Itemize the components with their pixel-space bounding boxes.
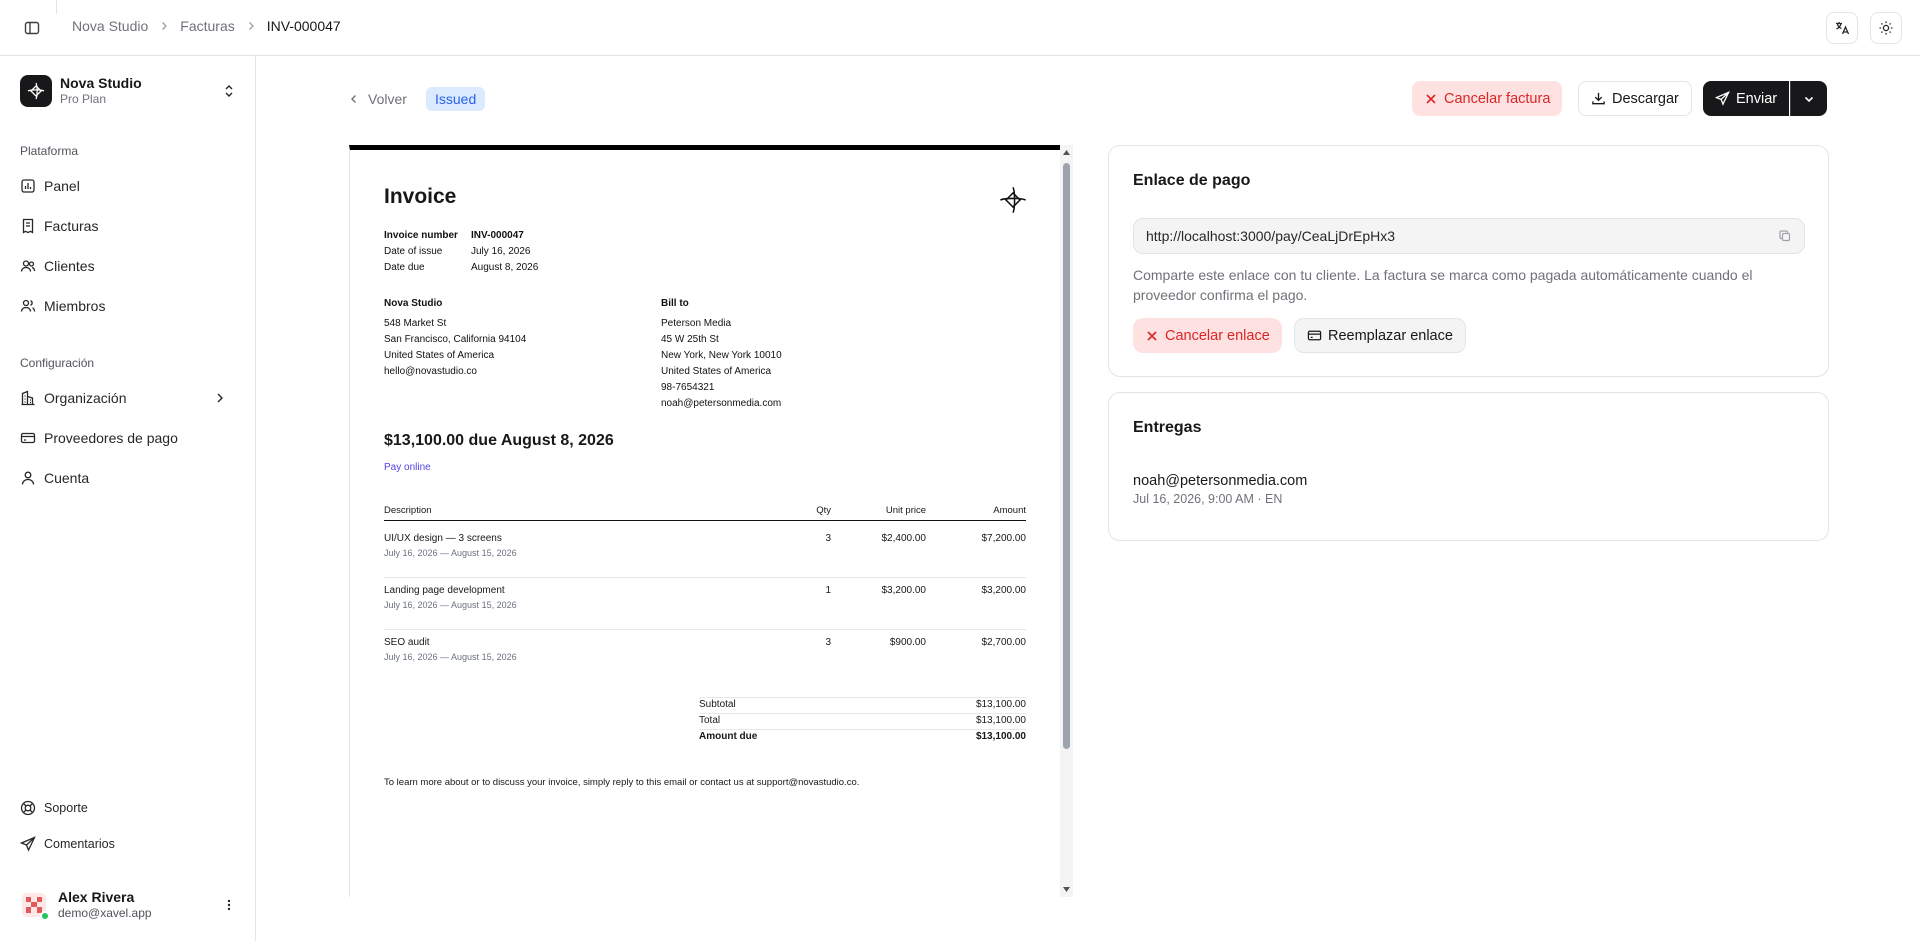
sidebar-item-proveedores-de-pago[interactable] — [12, 422, 244, 454]
more-vertical-icon[interactable] — [222, 898, 236, 912]
chevron-right-icon — [158, 20, 170, 32]
invoice-meta — [384, 228, 538, 276]
nav-group-platform: Plataforma — [20, 144, 79, 158]
item-amount: $7,200.00 — [981, 533, 1026, 544]
download-icon — [1591, 91, 1606, 106]
payment-link-url: http://localhost:3000/pay/CeaLjDrEpHx3 — [1146, 228, 1396, 244]
bill-to-name: Peterson Media — [661, 318, 732, 329]
sidebar-item-organizacion[interactable] — [12, 382, 244, 414]
item-unit-price: $3,200.00 — [881, 585, 926, 596]
bill-to-line: 45 W 25th St — [661, 334, 719, 345]
sidebar-item-label: Organización — [44, 390, 127, 406]
sender-line: United States of America — [384, 350, 495, 361]
nav-group-config: Configuración — [20, 356, 95, 370]
language-button[interactable] — [1826, 12, 1858, 44]
sidebar-item-label: Clientes — [44, 258, 95, 274]
sidebar-item-cuenta[interactable] — [12, 462, 244, 494]
org-name: Nova Studio — [60, 75, 142, 91]
chevron-left-icon — [348, 93, 360, 105]
payment-link-card — [1108, 145, 1829, 377]
subtotal-value: $13,100.00 — [975, 699, 1026, 710]
bill-to-label: Bill to — [661, 298, 689, 309]
item-amount: $2,700.00 — [981, 637, 1026, 648]
delivery-email: noah@petersonmedia.com — [1133, 473, 1308, 489]
item-period: July 16, 2026 — August 15, 2026 — [384, 652, 517, 662]
invoice-number-label: Invoice number — [384, 230, 458, 241]
item-period: July 16, 2026 — August 15, 2026 — [384, 548, 517, 558]
avatar — [20, 891, 48, 919]
x-icon — [1424, 92, 1438, 106]
bill-to-phone: 98-7654321 — [661, 382, 715, 393]
org-logo — [20, 75, 52, 107]
sidebar-item-label: Panel — [44, 178, 80, 194]
sidebar-item-label: Miembros — [44, 298, 106, 314]
invoice-number: INV-000047 — [471, 230, 524, 241]
column-unit-price: Unit price — [885, 505, 926, 516]
sidebar-item-label: Facturas — [44, 218, 99, 234]
scroll-up-icon[interactable] — [1062, 148, 1071, 157]
issue-date-label: Date of issue — [384, 246, 443, 257]
item-period: July 16, 2026 — August 15, 2026 — [384, 600, 517, 610]
total-due-heading: $13,100.00 due August 8, 2026 — [384, 432, 614, 449]
topbar-divider — [56, 0, 57, 14]
issue-date: July 16, 2026 — [471, 246, 531, 257]
breadcrumb-org[interactable]: Nova Studio — [72, 18, 149, 34]
sidebar-item-label: Proveedores de pago — [44, 430, 178, 446]
chevron-right-icon — [212, 390, 228, 406]
send-button[interactable] — [1703, 81, 1789, 116]
sidebar-item-facturas[interactable] — [12, 210, 244, 242]
column-amount: Amount — [993, 505, 1026, 516]
cancel-invoice-label: Cancelar factura — [1444, 90, 1551, 107]
sender-name: Nova Studio — [384, 298, 443, 309]
replace-link-label: Reemplazar enlace — [1328, 327, 1453, 344]
send-icon — [1715, 91, 1730, 106]
sender-email: hello@novastudio.co — [384, 366, 477, 377]
payment-link-field[interactable] — [1133, 218, 1805, 254]
download-label: Descargar — [1612, 90, 1679, 107]
online-status-dot — [40, 911, 50, 921]
chart-icon — [20, 178, 36, 194]
chevrons-up-down-icon — [222, 84, 236, 98]
send-label: Enviar — [1736, 90, 1778, 107]
amount-due-value: $13,100.00 — [975, 731, 1026, 742]
item-qty: 3 — [825, 533, 831, 544]
items-header — [384, 504, 1026, 521]
bill-to-line: United States of America — [661, 366, 772, 377]
amount-due-row — [699, 729, 1026, 745]
table-row — [384, 526, 1026, 578]
item-qty: 3 — [825, 637, 831, 648]
item-unit-price: $2,400.00 — [881, 533, 926, 544]
pay-online-link[interactable]: Pay online — [384, 462, 431, 473]
receipt-icon — [20, 218, 36, 234]
back-label: Volver — [368, 91, 407, 107]
invoice-document — [349, 145, 1060, 897]
total-row — [699, 713, 1026, 729]
users-icon — [20, 258, 36, 274]
download-button[interactable] — [1578, 81, 1692, 116]
user-menu[interactable] — [12, 880, 244, 930]
scroll-down-icon[interactable] — [1062, 885, 1071, 894]
breadcrumb-current: INV-000047 — [266, 18, 341, 34]
chevron-down-icon — [1802, 92, 1816, 106]
payment-link-help: Comparte este enlace con tu cliente. La factura se marca como pagada automáticamente cuando el proveedor confirma el pago. — [1133, 267, 1753, 303]
item-unit-price: $900.00 — [889, 637, 926, 648]
cancel-invoice-button[interactable] — [1412, 81, 1562, 116]
sidebar-item-clientes[interactable] — [12, 250, 244, 282]
user-name: Alex Rivera — [58, 889, 135, 905]
scrollbar-thumb[interactable] — [1063, 163, 1070, 749]
bill-to-line: New York, New York 10010 — [661, 350, 782, 361]
item-description: Landing page development — [384, 585, 505, 596]
x-icon — [1145, 329, 1159, 343]
send-options-button[interactable] — [1790, 81, 1827, 116]
subtotal-row — [699, 697, 1026, 713]
column-description: Description — [384, 505, 432, 516]
sidebar-item-miembros[interactable] — [12, 290, 244, 322]
user-icon — [20, 470, 36, 486]
sidebar-item-panel[interactable] — [12, 170, 244, 202]
chevron-right-icon — [245, 20, 257, 32]
due-date-label: Date due — [384, 262, 425, 273]
sidebar-item-label: Cuenta — [44, 470, 90, 486]
translate-icon — [1834, 20, 1850, 36]
back-button[interactable] — [348, 88, 407, 110]
item-description: SEO audit — [384, 637, 430, 648]
due-date: August 8, 2026 — [471, 262, 539, 273]
total-value: $13,100.00 — [975, 715, 1026, 726]
sidebar-item-comentarios[interactable] — [12, 828, 244, 860]
credit-card-icon — [1307, 328, 1322, 343]
amount-due-label: Amount due — [699, 731, 758, 742]
company-logo-icon — [998, 185, 1028, 215]
delivery-meta: Jul 16, 2026, 9:00 AM · EN — [1133, 492, 1283, 506]
top-bar — [0, 0, 1920, 56]
totals — [699, 697, 1026, 745]
invoice-title: Invoice — [384, 185, 457, 208]
user-group-icon — [20, 298, 36, 314]
bill-to-email: noah@petersonmedia.com — [661, 398, 782, 409]
sidebar-item-soporte[interactable] — [12, 792, 244, 824]
table-row — [384, 630, 1026, 682]
replace-link-button[interactable] — [1294, 318, 1466, 353]
item-qty: 1 — [825, 585, 831, 596]
sender-line: 548 Market St — [384, 318, 447, 329]
invoice-preview[interactable] — [349, 145, 1073, 897]
payment-link-title: Enlace de pago — [1133, 172, 1251, 189]
invoice-footer-note: To learn more about or to discuss your invoice, simply reply to this email or contact us at support@novastudio.co. — [384, 777, 860, 788]
deliveries-title: Entregas — [1133, 419, 1202, 436]
sender-line: San Francisco, California 94104 — [384, 334, 527, 345]
copy-icon[interactable] — [1778, 229, 1792, 243]
sidebar-toggle-icon[interactable] — [20, 16, 44, 40]
org-plan: Pro Plan — [60, 92, 107, 106]
breadcrumb-section[interactable]: Facturas — [180, 18, 235, 34]
sidebar-item-label: Soporte — [44, 801, 88, 815]
sidebar-item-label: Comentarios — [44, 837, 115, 851]
org-switcher[interactable] — [12, 68, 244, 114]
theme-toggle-button[interactable] — [1870, 12, 1902, 44]
preview-scrollbar[interactable] — [1060, 145, 1073, 897]
cancel-link-label: Cancelar enlace — [1165, 327, 1270, 344]
send-icon — [20, 836, 36, 852]
status-badge: Issued — [426, 87, 485, 111]
table-row — [384, 578, 1026, 630]
breadcrumb — [72, 18, 341, 34]
cancel-link-button[interactable] — [1133, 318, 1282, 353]
item-amount: $3,200.00 — [981, 585, 1026, 596]
subtotal-label: Subtotal — [699, 699, 736, 710]
sender-address — [384, 296, 526, 380]
total-label: Total — [699, 715, 721, 726]
item-description: UI/UX design — 3 screens — [384, 533, 502, 544]
deliveries-card — [1108, 392, 1829, 541]
lifebuoy-icon — [20, 800, 36, 816]
bill-to-address — [661, 296, 782, 412]
building-icon — [20, 390, 36, 406]
sun-icon — [1878, 20, 1894, 36]
user-email: demo@xavel.app — [58, 906, 152, 920]
column-qty: Qty — [816, 505, 831, 516]
credit-card-icon — [20, 430, 36, 446]
